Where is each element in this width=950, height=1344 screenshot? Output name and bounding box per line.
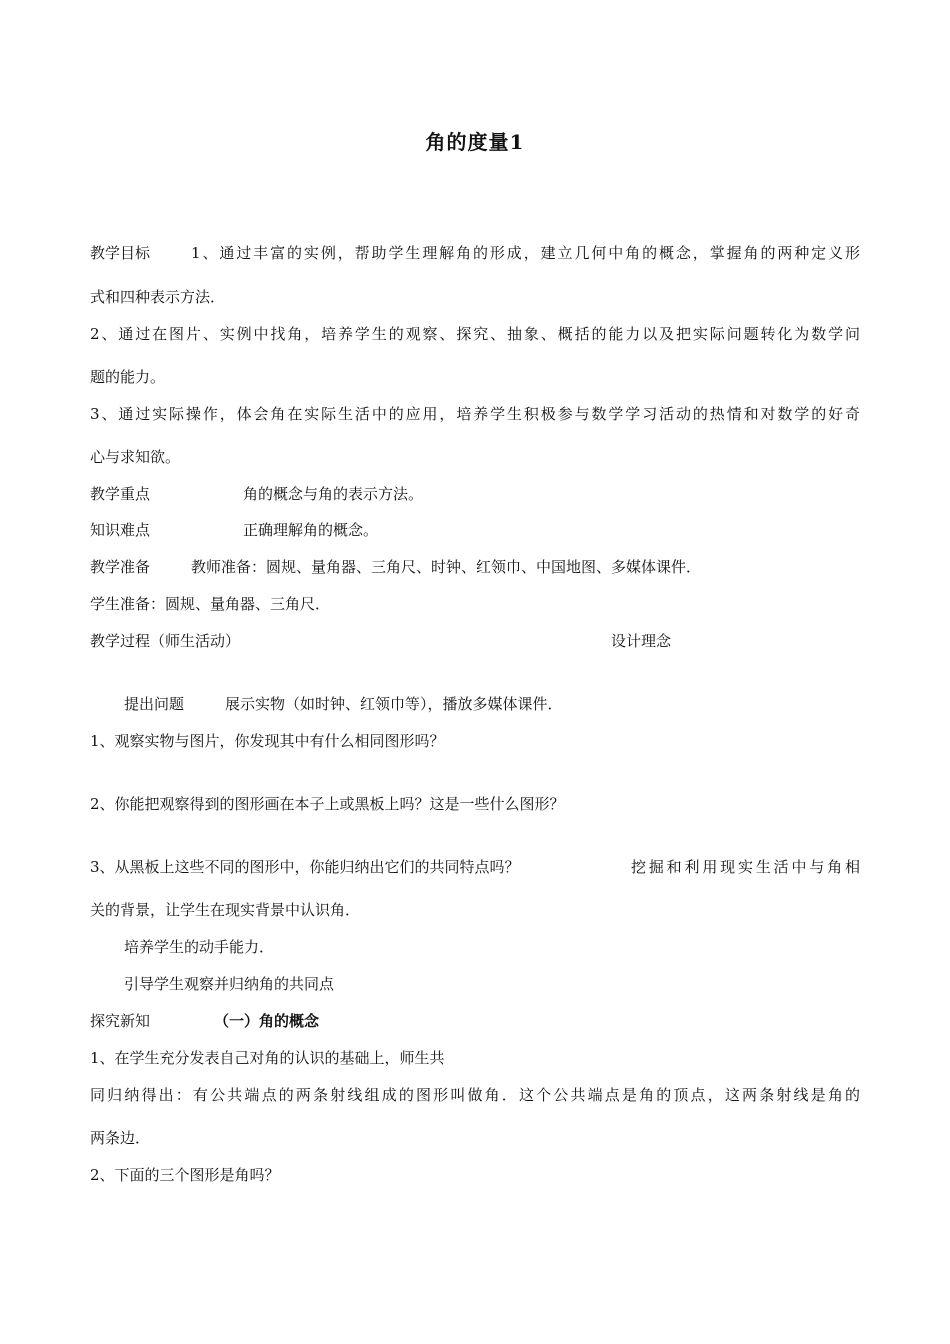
page-title: 角的度量1	[425, 130, 525, 154]
explore-paragraph-2: 2、下面的三个图形是角吗？	[90, 1166, 280, 1184]
section-heading: （一）角的概念	[214, 1012, 320, 1030]
teacher-preparation: 教师准备：圆规、量角器、三角尺、时钟、红领巾、中国地图、多媒体课件．	[191, 558, 702, 576]
design-note-1-cont: 关的背景，让学生在现实背景中认识角．	[90, 901, 361, 919]
objective-1-cont: 式和四种表示方法．	[90, 288, 226, 306]
key-point-label: 教学重点	[90, 485, 151, 503]
key-point-text: 角的概念与角的表示方法。	[243, 485, 424, 503]
design-note-1: 挖掘和利用现实生活中与角相	[631, 858, 860, 876]
objective-1: 1、通过丰富的实例，帮助学生理解角的形成，建立几何中角的概念，掌握角的两种定义形	[191, 244, 860, 262]
explore-paragraph-1: 1、在学生充分发表自己对角的认识的基础上，师生共	[90, 1049, 445, 1067]
objectives-label: 教学目标	[90, 244, 151, 262]
process-label: 教学过程（师生活动）	[90, 632, 241, 650]
design-note-3: 引导学生观察并归纳角的共同点	[124, 975, 335, 993]
question-label: 提出问题	[124, 695, 185, 713]
objective-2: 2、通过在图片、实例中找角，培养学生的观察、探究、抽象、概括的能力以及把实际问题转化为数学问	[90, 325, 860, 343]
objective-3: 3、通过实际操作，体会角在实际生活中的应用，培养学生积极参与数学学习活动的热情和对数学的好奇	[90, 405, 860, 423]
explore-paragraph-1-cont: 同归纳得出：有公共端点的两条射线组成的图形叫做角．这个公共端点是角的顶点，这两条射线是角的	[90, 1086, 860, 1104]
difficulty-text: 正确理解角的概念。	[243, 521, 379, 539]
question-3: 3、从黑板上这些不同的图形中，你能归纳出它们的共同特点吗？	[90, 858, 520, 876]
question-2: 2、你能把观察得到的图形画在本子上或黑板上吗？这是一些什么图形？	[90, 795, 565, 813]
design-label: 设计理念	[611, 632, 672, 650]
explore-paragraph-1-cont2: 两条边．	[90, 1129, 151, 1147]
objective-3-cont: 心与求知欲。	[90, 448, 181, 466]
design-note-2: 培养学生的动手能力．	[124, 938, 275, 956]
explore-label: 探究新知	[90, 1012, 151, 1030]
question-intro: 展示实物（如时钟、红领巾等），播放多媒体课件．	[225, 695, 563, 713]
objective-2-cont: 题的能力。	[90, 368, 166, 386]
question-1: 1、观察实物与图片，你发现其中有什么相同图形吗？	[90, 732, 445, 750]
preparation-label: 教学准备	[90, 558, 151, 576]
student-preparation: 学生准备：圆规、量角器、三角尺．	[90, 595, 331, 613]
difficulty-label: 知识难点	[90, 521, 151, 539]
